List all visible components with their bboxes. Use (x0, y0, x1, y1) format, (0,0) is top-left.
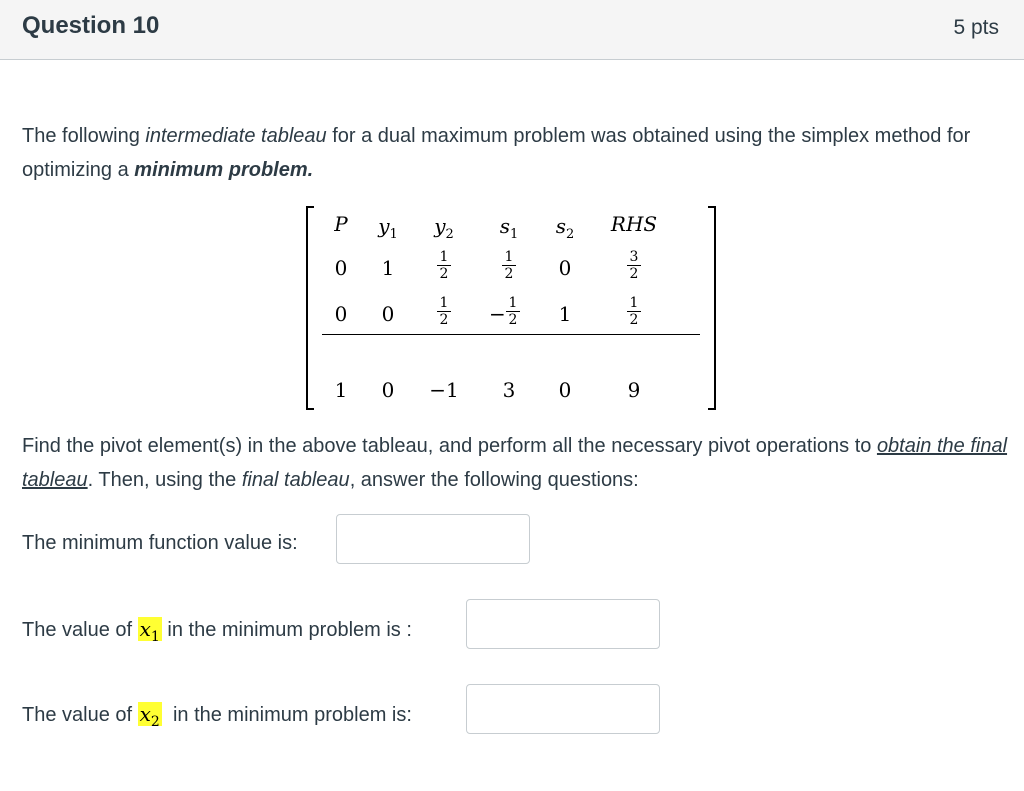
x1-value-input[interactable] (466, 599, 660, 649)
question-points: 5 pts (953, 16, 999, 39)
bottom-c4: 3 (502, 378, 516, 402)
row2-c5: 1 (558, 302, 572, 326)
min-value-label: The minimum function value is: (22, 532, 298, 554)
row2-c4-sign: − (489, 302, 506, 326)
row2-c1: 0 (334, 302, 348, 326)
x2-variable: $x_2$ (139, 702, 160, 730)
header-y2: $y_2$ (434, 214, 454, 242)
row1-c5: 0 (558, 256, 572, 280)
header-s2: $s_2$ (555, 214, 575, 242)
bottom-c1: 1 (334, 378, 348, 402)
row2-c2: 0 (381, 302, 395, 326)
bottom-c3: −1 (429, 378, 459, 402)
intro-text-1: The following (22, 125, 146, 147)
bottom-c2: 0 (381, 378, 395, 402)
header-rhs: RHS (610, 212, 658, 236)
header-s1: $s_1$ (499, 214, 519, 242)
intro-text-2: for a dual maximum problem was obtained using the simplex method for optimizing a (22, 125, 971, 181)
bottom-c6: 9 (627, 378, 641, 402)
simplex-tableau (306, 206, 716, 410)
instructions-text-2: . Then, using the (87, 469, 242, 491)
row1-c1: 0 (334, 256, 348, 280)
row1-c3: $\frac{1}{2}$ (424, 250, 464, 281)
instructions-final-tableau: final tableau (241, 469, 350, 491)
instructions-final-tableau-link: obtain the final tableau (22, 435, 1008, 491)
header-y1: $y_1$ (378, 214, 398, 242)
intro-emphasis-minimum: minimum problem. (134, 159, 314, 181)
min-value-input[interactable] (336, 514, 530, 564)
row1-c4: $\frac{1}{2}$ (489, 250, 529, 281)
instructions-text-1: Find the pivot element(s) in the above tableau, and perform all the necessary pivot operations to (22, 435, 877, 457)
bottom-c5: 0 (558, 378, 572, 402)
question-instructions (22, 429, 1012, 497)
row2-c3: $\frac{1}{2}$ (424, 296, 464, 327)
row1-c6: $\frac{3}{2}$ (614, 250, 654, 281)
intro-emphasis-tableau: intermediate tableau (145, 125, 327, 147)
x2-value-label: The value of $x_2$ in the minimum problem is: (22, 702, 412, 730)
question-header (0, 0, 1024, 60)
x1-variable: $x_1$ (139, 617, 160, 645)
x2-value-input[interactable] (466, 684, 660, 734)
header-p: P (334, 212, 348, 236)
tableau-divider (322, 334, 700, 335)
row2-c6: $\frac{1}{2}$ (614, 296, 654, 327)
row1-c2: 1 (381, 256, 395, 280)
right-bracket (708, 206, 716, 410)
question-intro (22, 119, 1002, 187)
instructions-text-3: , answer the following questions: (349, 469, 639, 491)
x1-value-label: The value of $x_1$ in the minimum problem is : (22, 617, 412, 645)
row2-c4: $\frac{1}{2}$ (493, 296, 533, 327)
question-title: Question 10 (22, 12, 160, 39)
